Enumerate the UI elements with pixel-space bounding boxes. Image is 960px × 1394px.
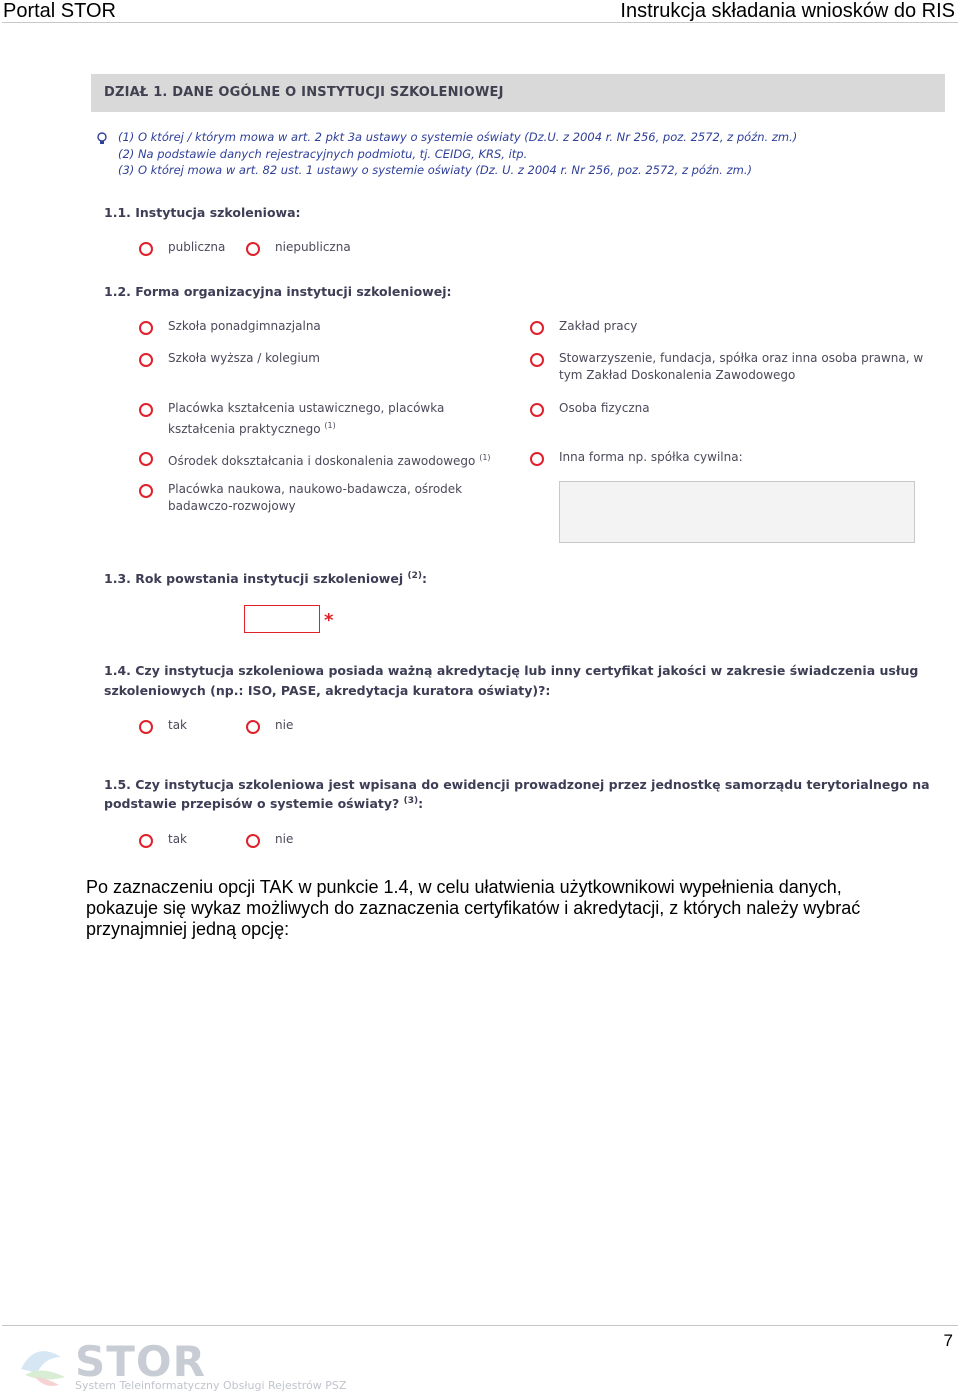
option-label: nie bbox=[275, 832, 294, 846]
footnote-ref: (1) bbox=[324, 421, 336, 430]
other-form-textarea[interactable] bbox=[559, 481, 915, 543]
instruction-paragraph: Po zaznaczeniu opcji TAK w punkcie 1.4, w celu ułatwienia użytkownikowi wypełnienia danych, pokazuje się wykaz możliwych do zaznaczenia certyfikatów i akredytacji, z których należy wybrać przynajmniej jedną opcję: bbox=[86, 877, 861, 939]
logo-text: STOR bbox=[75, 1337, 206, 1386]
radio-publiczna[interactable] bbox=[139, 242, 153, 256]
section-header-bar bbox=[91, 74, 945, 112]
required-asterisk: * bbox=[324, 610, 334, 631]
footnote-2: (2) Na podstawie danych rejestracyjnych podmiotu, tj. CEIDG, KRS, itp. bbox=[118, 147, 528, 161]
founding-year-input[interactable] bbox=[244, 605, 320, 633]
option-label: Osoba fizyczna bbox=[559, 401, 650, 415]
radio-inna-forma[interactable] bbox=[530, 452, 544, 466]
option-label: publiczna bbox=[168, 240, 226, 254]
radio-zaklad-pracy[interactable] bbox=[530, 321, 544, 335]
radio-stowarzyszenie[interactable] bbox=[530, 353, 544, 367]
question-1-5-label-line1: 1.5. Czy instytucja szkoleniowa jest wpisana do ewidencji prowadzonej przez jednostkę samorządu terytorialnego na bbox=[104, 777, 930, 792]
option-label: tak bbox=[168, 718, 188, 732]
radio-q4-tak[interactable] bbox=[139, 720, 153, 734]
option-label: Inna forma np. spółka cywilna: bbox=[559, 450, 743, 464]
option-label: nie bbox=[275, 718, 294, 732]
option-label: Placówka naukowa, naukowo-badawcza, ośrodek badawczo-rozwojowy bbox=[168, 482, 463, 513]
lightbulb-icon bbox=[97, 132, 107, 146]
radio-szkola-wyzsza[interactable] bbox=[139, 353, 153, 367]
option-label: Szkoła ponadgimnazjalna bbox=[168, 319, 321, 333]
section-title: DZIAŁ 1. DANE OGÓLNE O INSTYTUCJI SZKOLENIOWEJ bbox=[104, 85, 504, 100]
page-number: 7 bbox=[943, 1331, 953, 1350]
question-1-1-label: 1.1. Instytucja szkoleniowa: bbox=[104, 205, 301, 220]
question-1-3-label bbox=[104, 571, 427, 586]
footer-divider bbox=[2, 1325, 958, 1326]
question-text: 1.3. Rok powstania instytucji szkoleniowej bbox=[104, 571, 404, 587]
header-divider bbox=[2, 22, 958, 23]
question-1-4-label-line2: szkoleniowych (np.: ISO, PASE, akredytacja kuratora oświaty)?: bbox=[104, 683, 551, 698]
option-label: Zakład pracy bbox=[559, 319, 638, 333]
question-text: podstawie przepisów o systemie oświaty? bbox=[104, 796, 400, 812]
radio-niepubliczna[interactable] bbox=[246, 242, 260, 256]
radio-q5-tak[interactable] bbox=[139, 834, 153, 848]
option-label: niepubliczna bbox=[275, 240, 351, 254]
option-label: Stowarzyszenie, fundacja, spółka oraz inna osoba prawna, w tym Zakład Doskonalenia Zawodowego bbox=[559, 351, 924, 382]
option-label: tak bbox=[168, 832, 188, 846]
radio-placowka-ksztalcenia[interactable] bbox=[139, 403, 153, 417]
question-1-5-label-line2 bbox=[104, 796, 423, 811]
logo-mark-icon bbox=[15, 1339, 71, 1391]
header-right-title: Instrukcja składania wniosków do RIS bbox=[620, 0, 955, 22]
radio-osoba-fizyczna[interactable] bbox=[530, 403, 544, 417]
radio-szkola-ponadgimnazjalna[interactable] bbox=[139, 321, 153, 335]
question-1-4-label-line1: 1.4. Czy instytucja szkoleniowa posiada ważną akredytację lub inny certyfikat jakości w zakresie świadczenia usług bbox=[104, 663, 919, 678]
stor-logo bbox=[15, 1337, 355, 1394]
footnote-ref: (1) bbox=[479, 453, 491, 462]
radio-osrodek-doksztalcania[interactable] bbox=[139, 452, 153, 466]
option-text: Ośrodek dokształcania i doskonalenia zawodowego bbox=[168, 454, 476, 468]
radio-placowka-naukowa[interactable] bbox=[139, 484, 153, 498]
form-screenshot bbox=[91, 74, 945, 864]
header-left-title: Portal STOR bbox=[3, 0, 116, 22]
footnote-ref: (2) bbox=[407, 571, 422, 581]
footnote-3: (3) O której mowa w art. 82 ust. 1 ustawy o systemie oświaty (Dz. U. z 2004 r. Nr 256, poz. 2572, z późn. zm.) bbox=[118, 163, 752, 177]
option-label: Szkoła wyższa / kolegium bbox=[168, 351, 320, 365]
option-text: Placówka kształcenia ustawicznego, placówka kształcenia praktycznego bbox=[168, 401, 445, 436]
radio-q4-nie[interactable] bbox=[246, 720, 260, 734]
option-label bbox=[168, 400, 508, 438]
question-suffix: : bbox=[418, 796, 424, 812]
question-1-2-label: 1.2. Forma organizacyjna instytucji szkoleniowej: bbox=[104, 284, 452, 299]
question-suffix: : bbox=[421, 571, 427, 587]
logo-subtitle: System Teleinformatyczny Obsługi Rejestrów PSZ bbox=[75, 1379, 347, 1392]
radio-q5-nie[interactable] bbox=[246, 834, 260, 848]
footnote-1: (1) O której / którym mowa w art. 2 pkt 3a ustawy o systemie oświaty (Dz.U. z 2004 r. Nr 256, poz. 2572, z późn. zm.) bbox=[118, 130, 798, 144]
footnote-ref: (3) bbox=[403, 796, 419, 806]
option-label bbox=[168, 449, 491, 470]
